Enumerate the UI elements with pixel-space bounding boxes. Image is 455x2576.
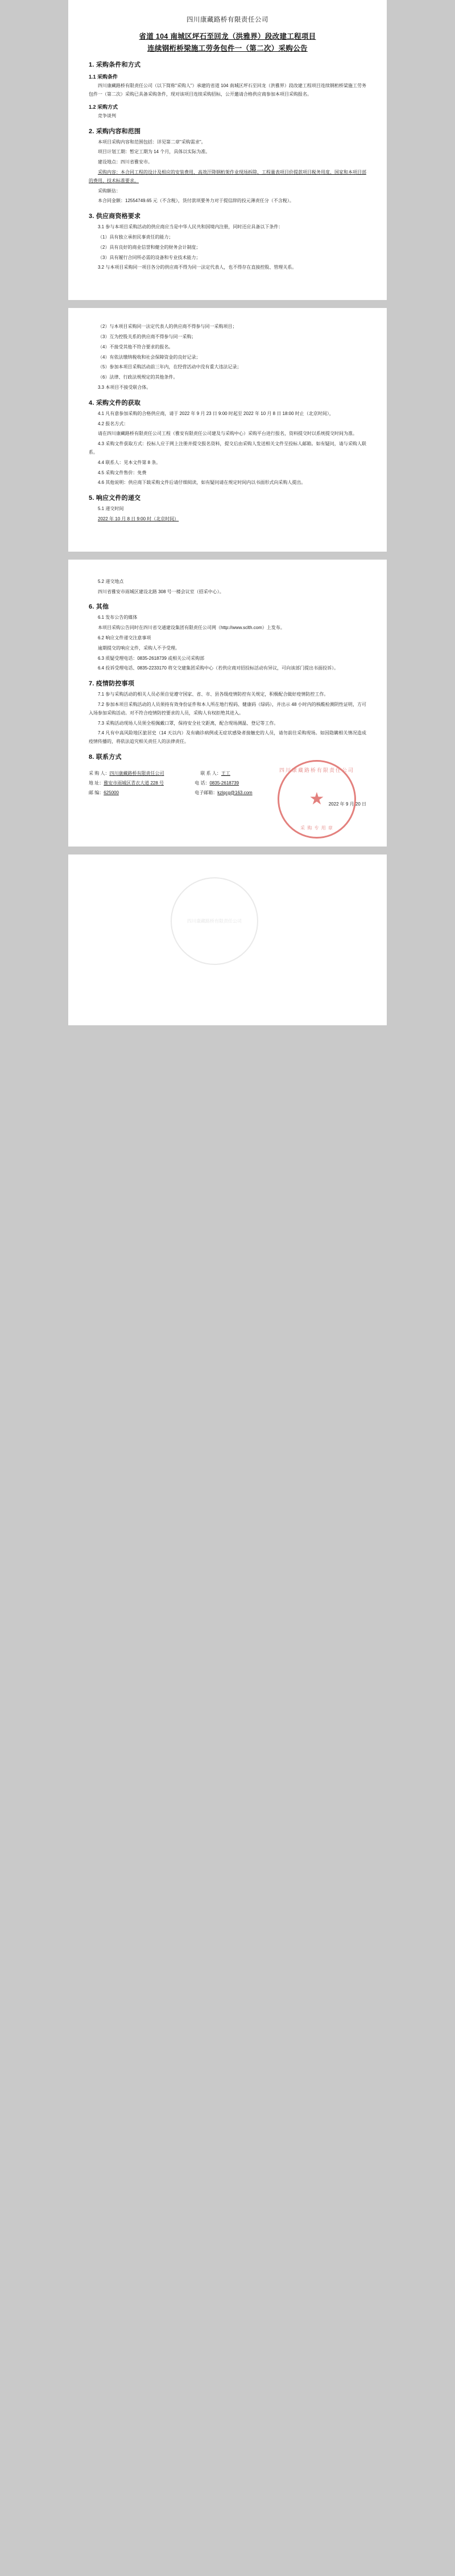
paragraph-7-1: 7.1 参与采购活动的相关人员必须自觉遵守国家、省、市、县各级疫情防控有关规定，积极配合做好疫情防控工作。 <box>98 692 329 697</box>
contact-person-value: 王工 <box>221 770 230 776</box>
paragraph-7-3: 7.3 采购活动现场人员须全程佩戴口罩，保持安全社交距离，配合现场测温、登记等工作。 <box>98 720 279 726</box>
paragraph-4-2: 4.2 报名方式： <box>98 421 129 426</box>
document-title-line-1: 省道 104 南城区坪石至回龙（洪雅界）段改建工程项目 <box>139 32 316 40</box>
buyer-label: 采 购 人： <box>89 770 110 776</box>
postcode-value: 625000 <box>104 790 119 795</box>
section-heading-4: 4. 采购文件的获取 <box>89 399 141 406</box>
contact-person-label: 联 系 人： <box>200 770 221 776</box>
section-heading-2: 2. 采购内容和范围 <box>89 128 141 135</box>
paragraph-6-3: 6.2 响应文件递交注意事项 <box>98 635 151 640</box>
paragraph-4-4: 4.3 采购文件获取方式：投标人应于网上注册并提交报名资料，提交后由采购人发送相关文件至投标人邮箱。如有疑问，请与采购人联系。 <box>89 441 366 455</box>
paragraph-3-8: （6）法律、行政法规规定的其他条件。 <box>98 375 178 380</box>
buyer-value: 四川康藏路桥有限责任公司 <box>109 770 164 776</box>
company-header: 四川康藏路桥有限责任公司 <box>187 17 268 23</box>
paragraph-4-7: 4.6 其他说明：供应商下载采购文件后请仔细阅读，如有疑问请在规定时间内以书面形式向采购人提出。 <box>98 480 306 486</box>
paragraph-2-5: 采购额估： <box>98 188 121 194</box>
contact-row-postcode <box>89 788 366 798</box>
paragraph-6-2: 本项目采购公告同时在四川省交通建设集团有限责任公司网（http://www.sclth.com）上发布。 <box>98 625 285 631</box>
paragraph-2-2: 项目计划工期：暂定工期为 14 个月，具体以实际为准。 <box>98 149 210 155</box>
document-scroll-container <box>0 0 455 1025</box>
paragraph-2-6: 本合同金额：12554749.65 元（不含税），货付款项要务力对于提信辞的投元薄责任分（不含税）。 <box>98 198 294 204</box>
paragraph-3-1: 3.1 参与本项目采购活动的供应商应当是中华人民共和国境内注册，同时还应具备以下条件： <box>98 224 283 230</box>
section-heading-3: 3. 供应商资格要求 <box>89 213 141 220</box>
paragraph-4-5: 4.4 联系人：见本文件第 8 条。 <box>98 459 161 465</box>
paragraph-1-2-1: 竞争谈判 <box>98 113 116 118</box>
paragraph-3-faded-2: （3）互为控股关系的供应商不得参与同一采购； <box>98 334 196 339</box>
section-heading-8: 8. 联系方式 <box>89 753 122 761</box>
paragraph-7-4: 7.4 凡有中高风险地区旅居史（14 天以内）及有确诊病例或无症状感染者接触史的人员，请勿前往采购现场。如因隐瞒相关情况造成疫情传播的，将依法追究相关责任人的法律责任。 <box>89 730 366 745</box>
paragraph-3-4: （3）具有履行合同所必需的设备和专业技术能力； <box>98 254 201 260</box>
paragraph-5-2: 2022 年 10 月 8 日 9:00 时（北京时间） <box>98 516 179 521</box>
section-heading-5: 5. 响应文件的递交 <box>89 495 141 502</box>
section-heading-1: 1. 采购条件和方式 <box>89 61 141 69</box>
paragraph-3-9: 3.3 本项目不接受联合体。 <box>98 384 151 390</box>
contact-block <box>89 767 366 831</box>
faint-seal-watermark <box>171 877 258 965</box>
paragraph-4-1: 4.1 凡有意参加采购的合格供应商，请于 2022 年 9 月 23 日 9:00 时起至 2022 年 10 月 8 日 18:00 时止（北京时间）， <box>98 410 334 416</box>
contact-row-address <box>89 779 366 788</box>
paragraph-7-2: 7.2 参加本项目采购活动的人员须持有效身份证件和本人所在地行程码、健康码（绿码），并出示 48 小时内的核酸检测阴性证明，方可入场参加采购活动。对不符合疫情防控要求的人员，采购人有权拒绝其进入。 <box>89 701 366 716</box>
paragraph-2-1: 本项目采购内容和范围包括：详见第二章"采购需求"。 <box>98 139 206 145</box>
document-page-3 <box>68 560 387 847</box>
paragraph-1-1-1: 四川康藏路桥有限责任公司（以下简称"采购人"）承建的省道 104 南城区坪石至回龙（洪雅界）段改建工程项目连续钢桁桥梁施工劳务包件一（第二次）采购已具备采购条件，现对该项目连续采购招标，公开邀请合格供应商参加本项目采购报名。 <box>89 83 366 97</box>
paragraph-3-5: 3.2 与本项目采购同一项目各分的供应商不得为同一法定代表人，也不得存在直接控股、管理关系。 <box>98 265 297 270</box>
contact-row-buyer <box>89 769 366 779</box>
subsection-heading-1-1: 1.1 采购条件 <box>89 74 118 80</box>
section-heading-6: 6. 其他 <box>89 603 109 611</box>
paragraph-3-6: （4）有依法缴纳税收和社会保障资金的良好记录； <box>98 354 201 360</box>
address-value: 雅安市雨城区青衣大道 228 号 <box>104 780 164 786</box>
paragraph-6-5: 6.3 质疑受理电话：0835-2618739 或相关公司采购部 <box>98 655 205 661</box>
paragraph-3-2: （1）具有独立承担民事责任的能力； <box>98 235 173 240</box>
paragraph-2-4: 采购内容：本合同工程的设计及相应的安装费用、高效汗降钢桁架作业现场拆除、工程量表项目价提款项目税务用度、国家和本项目部的费用、技术标准要求。 <box>89 170 366 183</box>
document-page-4 <box>68 854 387 1025</box>
section-heading-7: 7. 疫情防控事项 <box>89 680 135 688</box>
postcode-label: 邮 编： <box>89 790 104 795</box>
faint-seal-text: 四川康藏路桥有限责任公司 <box>187 918 242 924</box>
paragraph-3-3: （2）具有良好的商业信誉和健全的财务会计制度； <box>98 244 201 250</box>
seal-arc-text: 四川康藏路桥有限责任公司 <box>279 767 355 773</box>
signature-date: 2022 年 9 月 20 日 <box>328 802 366 807</box>
seal-star-icon: ★ <box>309 789 325 808</box>
seal-bottom-text: 采 购 专 用 章 <box>300 825 333 831</box>
document-page-1 <box>68 0 387 300</box>
email-value: kzlqcg@163.com <box>217 790 253 795</box>
paragraph-4-3: 请在四川康藏路桥有限责任公司工程（雅安有限责任公司建及与采购中心）采购平台进行报名，资料提交时以系统提交时间为准。 <box>98 431 357 437</box>
paragraph-6-6: 6.4 投诉受理电话、0835-2233170 将交交建集团采购中心（若供应商对招投标活动有异议，可向该部门提出书面投诉）。 <box>98 665 339 671</box>
paragraph-3-faded-1: （2）与本项目采购同一法定代表人的供应商不得参与同一采购项目； <box>98 324 237 330</box>
paragraph-5-4: 四川省雅安市雨城区建设北路 308 号一楼会议室（招采中心）。 <box>98 589 224 594</box>
paragraph-6-4: 逾期提交的响应文件，采购人不予受理。 <box>98 645 180 651</box>
document-title-line-2: 连续钢桁桥梁施工劳务包件一（第二次）采购公告 <box>147 44 308 52</box>
paragraph-3-faded-3: （4）不接受其他不符合要求的报名。 <box>98 344 173 350</box>
paragraph-5-1: 5.1 递交时间 <box>98 506 124 512</box>
paragraph-5-3: 5.2 递交地点 <box>98 578 124 584</box>
email-label: 电子邮箱： <box>195 790 218 795</box>
phone-label: 电 话： <box>195 780 210 786</box>
paragraph-6-1: 6.1 发布公告的媒体 <box>98 615 138 621</box>
paragraph-3-7: （5）参加本项目采购活动前三年内，在经营活动中没有重大违法记录； <box>98 364 242 370</box>
address-label: 地 址： <box>89 780 104 786</box>
document-page-2 <box>68 308 387 552</box>
paragraph-2-3: 建设地点：四川省雅安市。 <box>98 159 152 165</box>
subsection-heading-1-2: 1.2 采购方式 <box>89 104 118 110</box>
paragraph-4-6: 4.5 采购文件售价：免费 <box>98 470 147 475</box>
phone-value: 0835-2618739 <box>209 780 239 786</box>
